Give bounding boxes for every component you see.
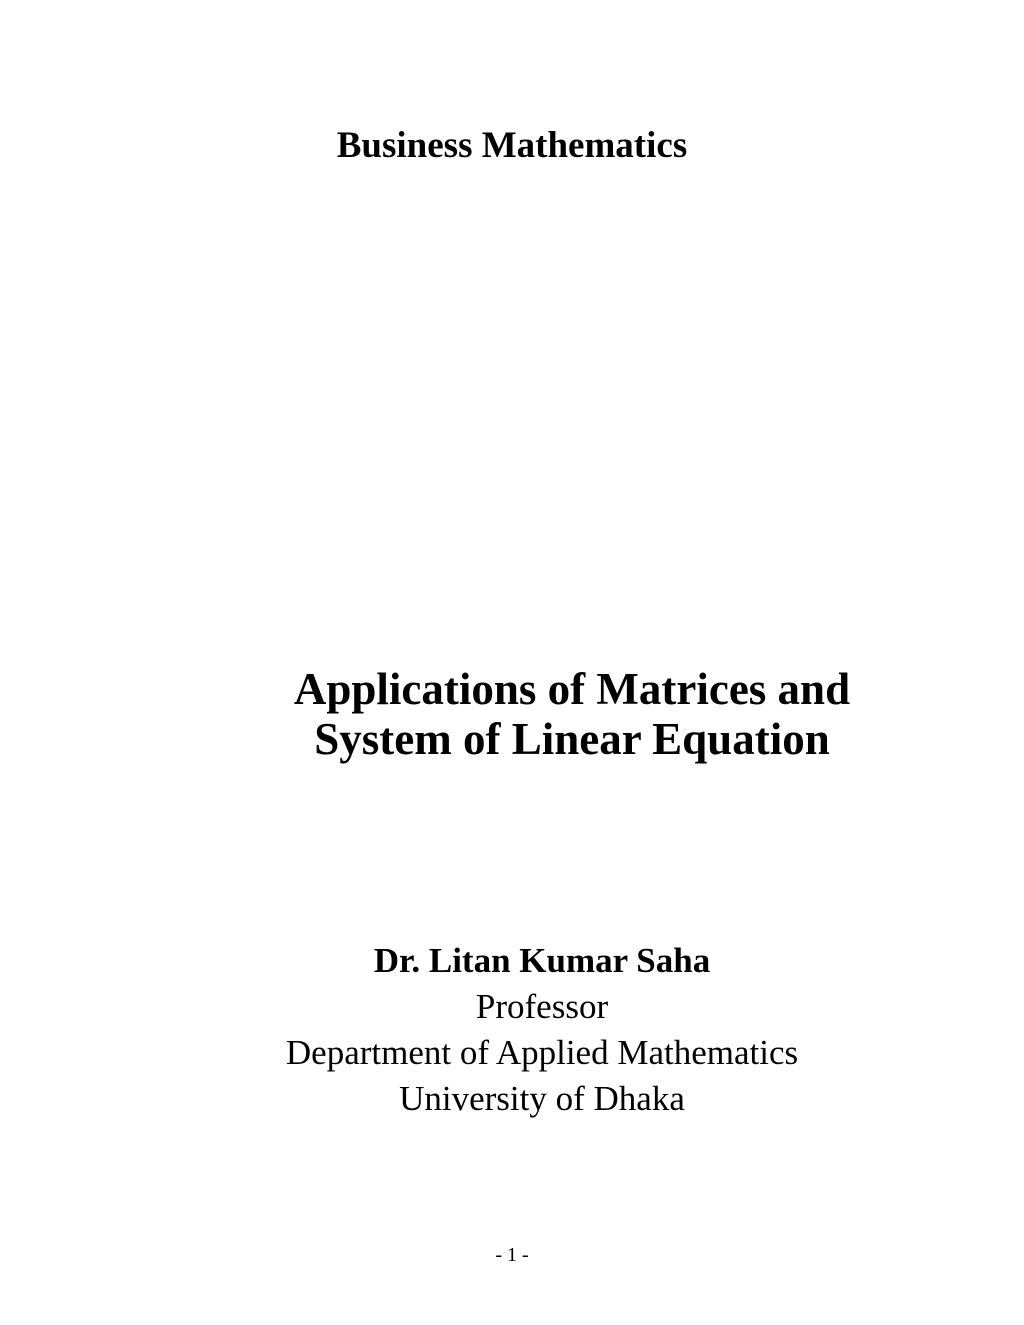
page-number: - 1 - [495, 1244, 529, 1266]
author-position: Professor [475, 987, 609, 1026]
author-department: Department of Applied Mathematics [285, 1033, 799, 1072]
document-title-line-2: System of Linear Equation [314, 714, 830, 764]
course-title: Business Mathematics [336, 125, 688, 166]
document-title [60, 664, 1024, 764]
author-institution: University of Dhaka [399, 1079, 685, 1118]
document-title-line-1: Applications of Matrices and [293, 664, 851, 714]
author-block [60, 938, 1024, 1122]
author-name: Dr. Litan Kumar Saha [373, 941, 711, 980]
